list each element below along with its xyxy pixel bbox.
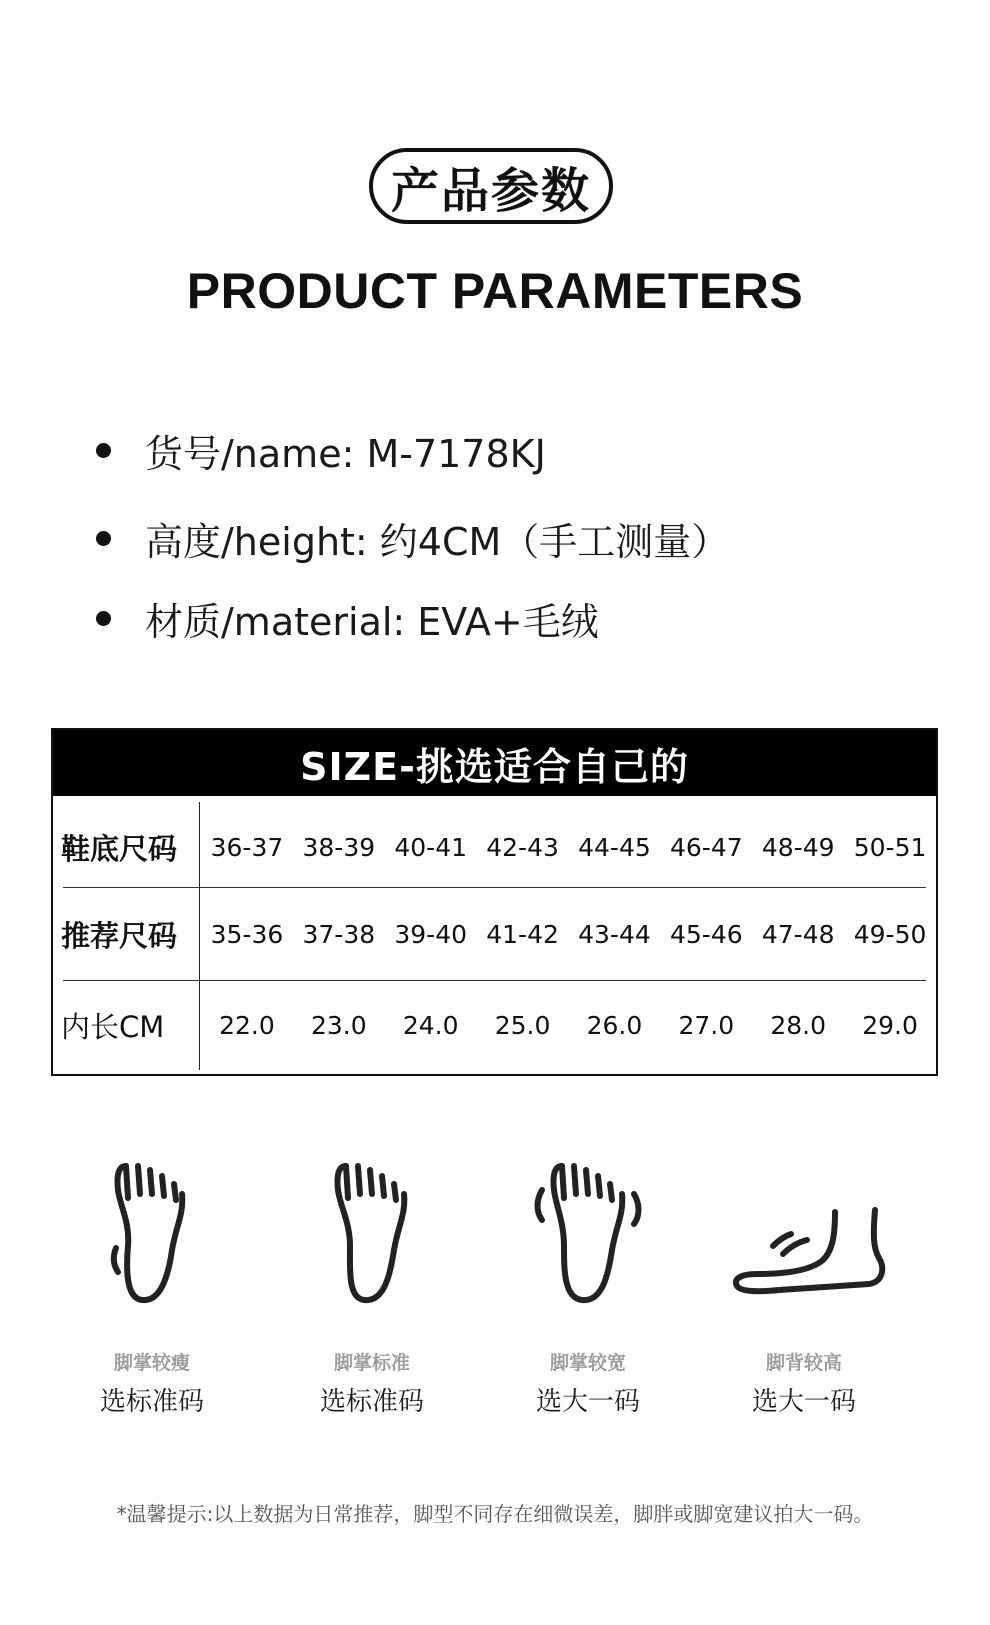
bullet-icon bbox=[96, 443, 111, 458]
param-text: 高度/height: 约4CM（手工测量） bbox=[145, 519, 730, 564]
size-table-title: SIZE-挑选适合自己的 bbox=[53, 730, 936, 796]
table-cell: 27.0 bbox=[678, 1010, 735, 1040]
table-row bbox=[53, 808, 936, 886]
size-table bbox=[51, 728, 938, 1076]
footnote: *温馨提示:以上数据为日常推荐，脚型不同存在细微误差，脚胖或脚宽建议拍大一码。 bbox=[116, 1502, 874, 1526]
table-cell: 23.0 bbox=[310, 1010, 367, 1040]
param-item-height bbox=[96, 513, 729, 563]
table-cell: 25.0 bbox=[494, 1010, 551, 1040]
foot-guide-wide bbox=[488, 1150, 688, 1418]
param-item-material bbox=[96, 593, 599, 643]
param-text: 材质/material: EVA+毛绒 bbox=[145, 599, 599, 644]
table-cell: 36-37 bbox=[210, 832, 284, 862]
table-cell: 45-46 bbox=[669, 919, 743, 949]
foot-condition-label: 脚背较高 bbox=[765, 1352, 842, 1374]
divider bbox=[63, 887, 926, 888]
param-item-name bbox=[96, 425, 546, 475]
foot-guide-narrow bbox=[52, 1150, 252, 1418]
table-cell: 46-47 bbox=[669, 832, 743, 862]
bullet-icon bbox=[96, 611, 111, 626]
table-cell: 39-40 bbox=[394, 919, 468, 949]
table-cell: 29.0 bbox=[862, 1010, 918, 1040]
table-cell: 40-41 bbox=[394, 832, 468, 862]
table-row bbox=[53, 986, 936, 1064]
table-cell: 43-44 bbox=[578, 919, 651, 949]
row-label: 鞋底尺码 bbox=[61, 831, 178, 866]
foot-guide-high-instep bbox=[704, 1150, 904, 1418]
foot-tip-label: 选标准码 bbox=[319, 1387, 424, 1417]
table-cell: 47-48 bbox=[761, 919, 835, 949]
high-instep-foot-icon bbox=[719, 1150, 889, 1320]
foot-condition-label: 脚掌标准 bbox=[333, 1352, 410, 1374]
divider bbox=[63, 980, 926, 981]
foot-tip-label: 选大一码 bbox=[751, 1387, 856, 1417]
bullet-icon bbox=[96, 531, 111, 546]
table-cell: 41-42 bbox=[486, 919, 559, 949]
table-cell: 49-50 bbox=[853, 919, 927, 949]
foot-tip-label: 选标准码 bbox=[99, 1387, 204, 1417]
row-label: 内长CM bbox=[61, 1009, 165, 1044]
table-cell: 24.0 bbox=[402, 1010, 459, 1040]
section-title-english: PRODUCT PARAMETERS bbox=[186, 263, 804, 319]
narrow-foot-icon bbox=[92, 1150, 212, 1320]
wide-foot-icon bbox=[528, 1150, 648, 1320]
table-cell: 37-38 bbox=[302, 919, 376, 949]
foot-guide-standard bbox=[272, 1150, 472, 1418]
table-cell: 50-51 bbox=[853, 832, 927, 862]
table-cell: 26.0 bbox=[586, 1010, 643, 1040]
row-label: 推荐尺码 bbox=[61, 918, 178, 953]
table-cell: 42-43 bbox=[486, 832, 559, 862]
foot-tip-label: 选大一码 bbox=[535, 1387, 640, 1417]
table-cell: 38-39 bbox=[302, 832, 376, 862]
table-cell: 28.0 bbox=[770, 1010, 827, 1040]
foot-condition-label: 脚掌较瘦 bbox=[113, 1352, 190, 1374]
section-title-badge: 产品参数 bbox=[369, 148, 613, 224]
standard-foot-icon bbox=[312, 1150, 432, 1320]
param-text: 货号/name: M-7178KJ bbox=[145, 431, 546, 476]
table-cell: 22.0 bbox=[219, 1010, 275, 1040]
table-row bbox=[53, 894, 936, 974]
table-cell: 35-36 bbox=[210, 919, 284, 949]
foot-condition-label: 脚掌较宽 bbox=[549, 1352, 626, 1374]
table-cell: 44-45 bbox=[578, 832, 651, 862]
table-cell: 48-49 bbox=[761, 832, 835, 862]
